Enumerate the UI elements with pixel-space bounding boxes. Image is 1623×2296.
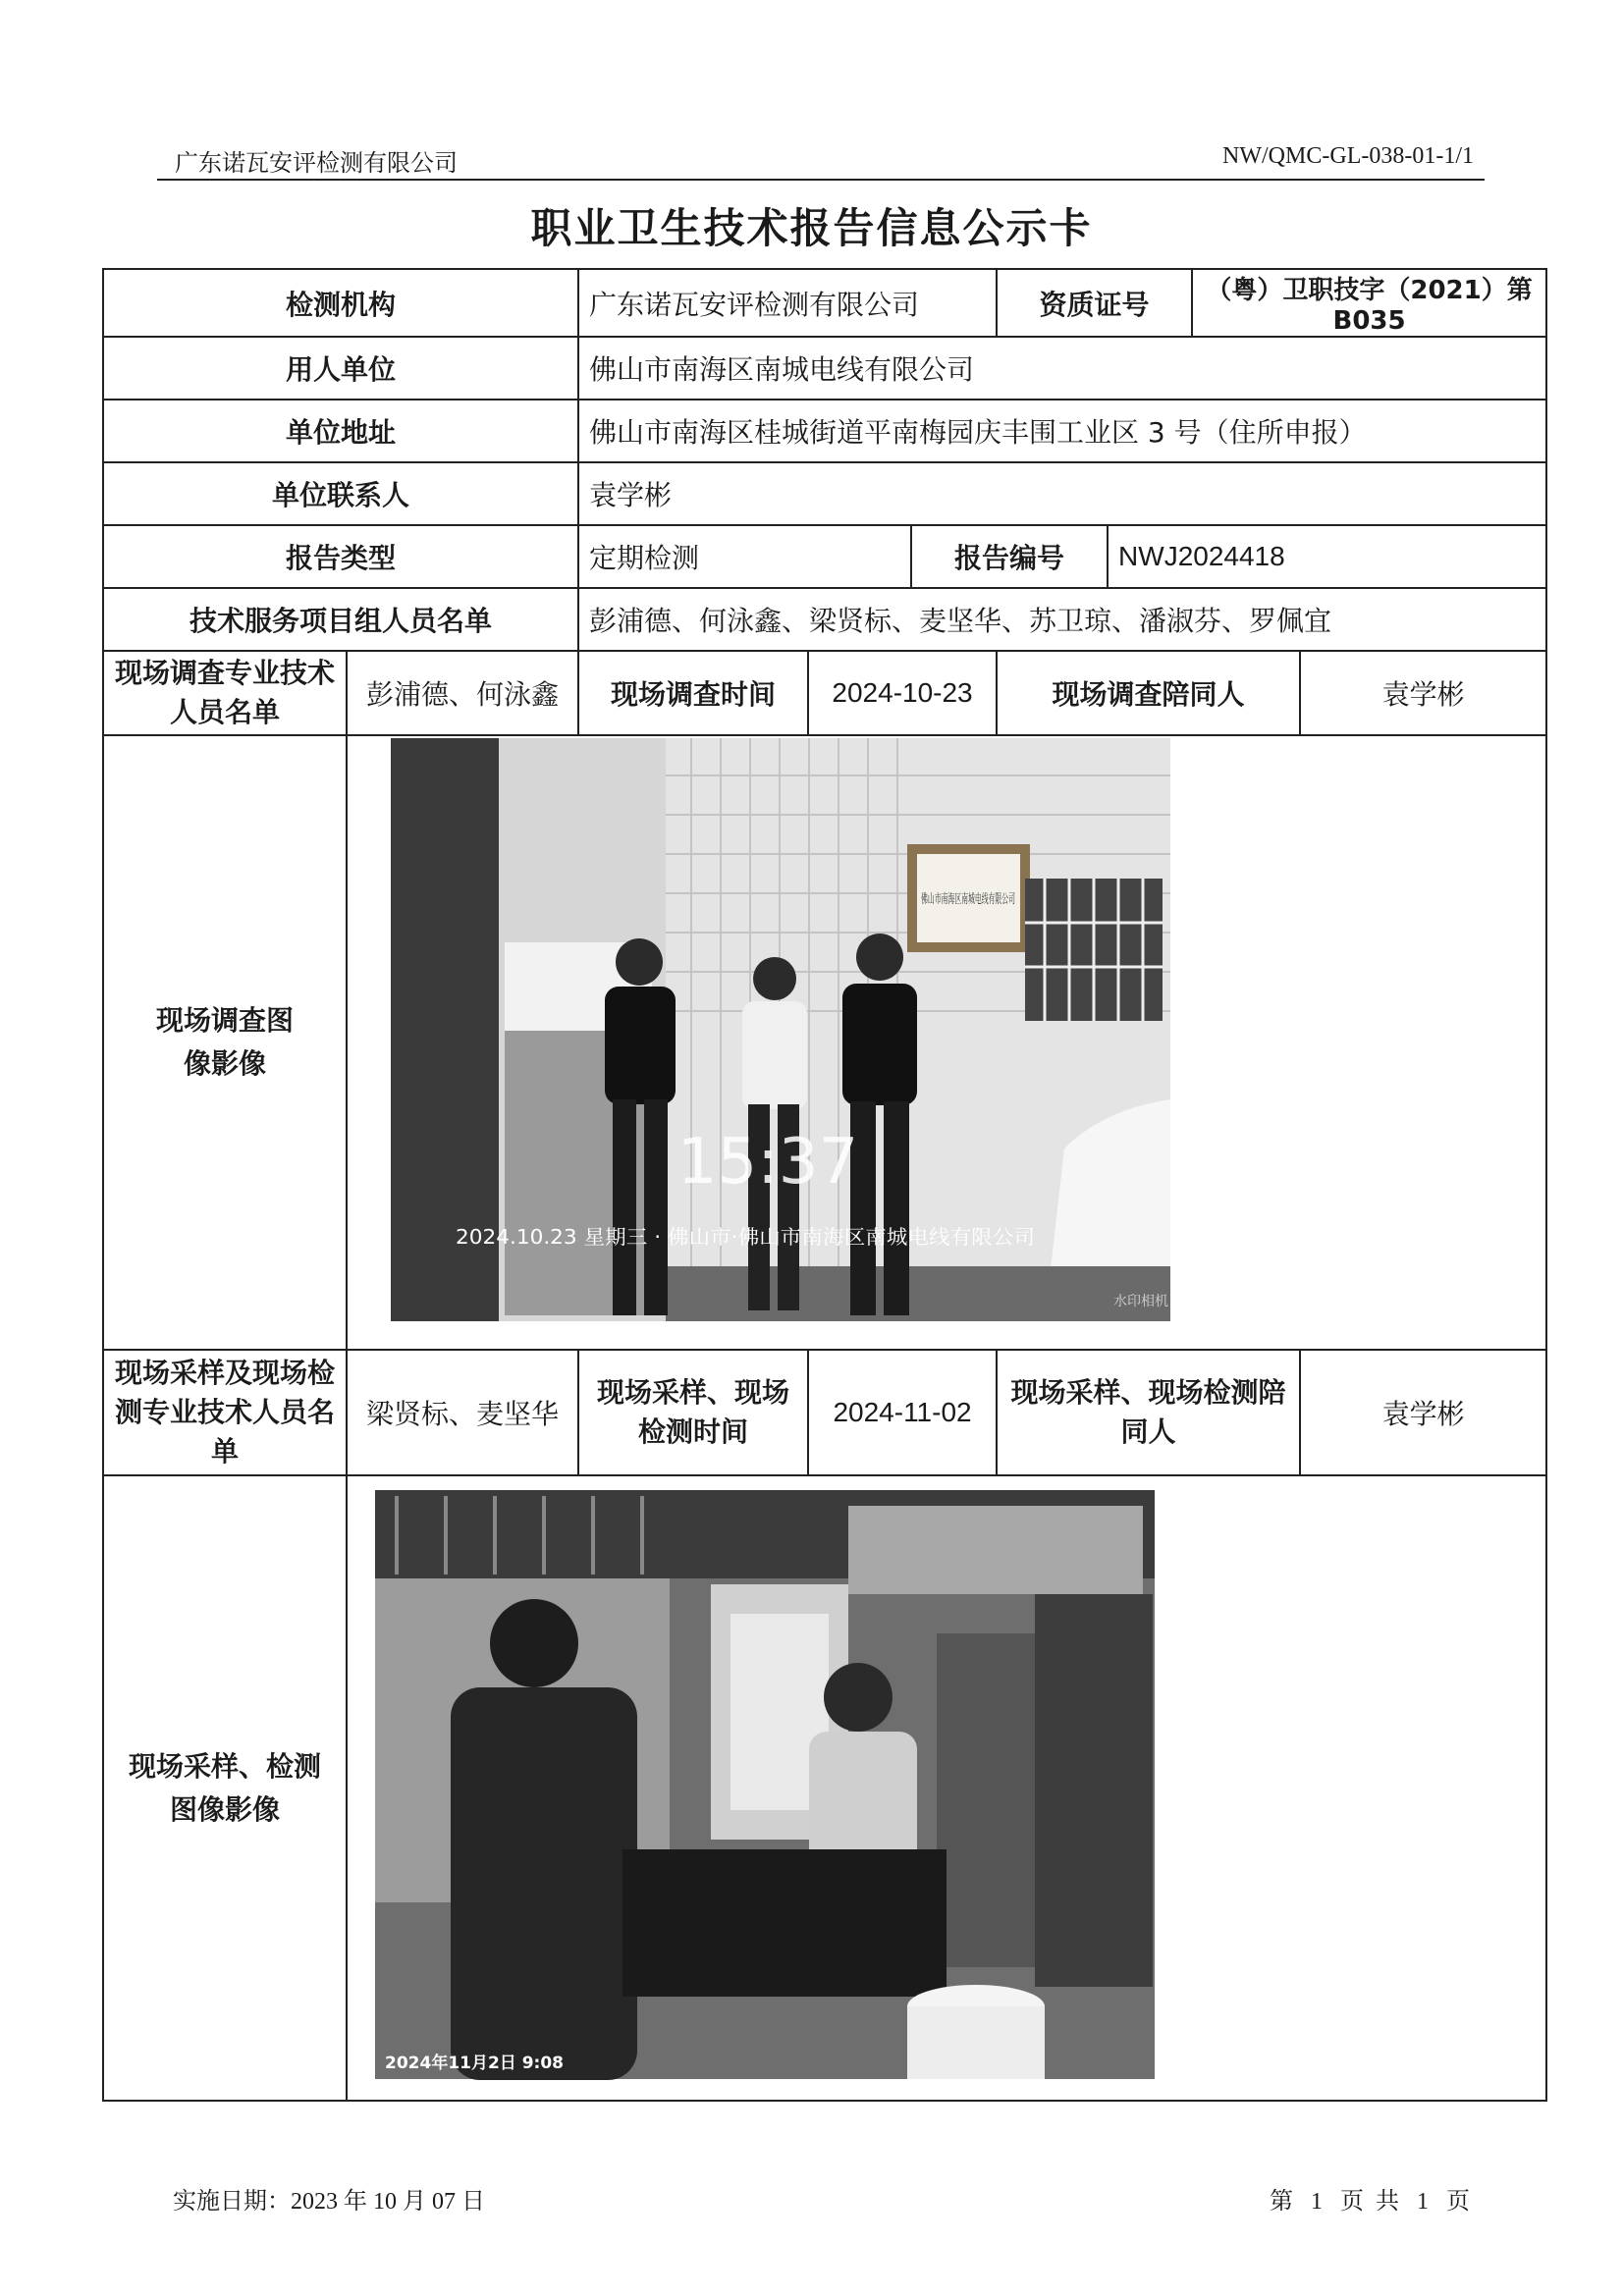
survey-escort-label: 现场调查陪同人 [997,651,1300,735]
footer-effective-date: 实施日期：2023 年 10 月 07 日 [173,2189,485,2215]
institution-value: 广东诺瓦安评检测有限公司 [578,269,997,337]
survey-staff-label: 现场调查专业技术人员名单 [103,651,347,735]
page-title: 职业卫生技术报告信息公示卡 [530,204,1093,252]
header-doc-code: NW/QMC-GL-038-01-1/1 [1222,143,1474,169]
report-no-value: NWJ2024418 [1108,525,1546,588]
footer-pagination [1267,2181,1473,2216]
page-total: 1 [1417,2189,1429,2215]
employer-value: 佛山市南海区南城电线有限公司 [578,337,1546,400]
survey-staff-value: 彭浦德、何泳鑫 [347,651,578,735]
sampling-time-value: 2024-11-02 [808,1350,997,1475]
address-value: 佛山市南海区桂城街道平南梅园庆丰围工业区 3 号（住所申报） [578,400,1546,462]
page-number: 1 [1311,2189,1323,2215]
contact-value: 袁学彬 [578,462,1546,525]
row-contact [103,462,1546,525]
survey-photo-label: 现场调查图像影像 [103,735,347,1350]
survey-photo-cell [347,735,1546,1350]
info-card-table [102,268,1547,2102]
report-no-label: 报告编号 [911,525,1108,588]
sampling-staff-label: 现场采样及现场检测专业技术人员名单 [103,1350,347,1475]
header-company: 广东诺瓦安评检测有限公司 [175,149,458,177]
row-survey [103,651,1546,735]
institution-label: 检测机构 [103,269,578,337]
row-sampling [103,1350,1546,1475]
row-sampling-photo [103,1475,1546,2101]
sampling-escort-value: 袁学彬 [1300,1350,1546,1475]
building-sign-text: 佛山市南海区南城电线有限公司 [921,892,1101,907]
report-type-value: 定期检测 [578,525,911,588]
survey-escort-value: 袁学彬 [1300,651,1546,735]
survey-time-label: 现场调查时间 [578,651,808,735]
address-label: 单位地址 [103,400,578,462]
page-of: 页 共 [1340,2189,1399,2215]
survey-time-value: 2024-10-23 [808,651,997,735]
page-end: 页 [1446,2189,1470,2215]
team-value: 彭浦德、何泳鑫、梁贤标、麦坚华、苏卫琼、潘淑芬、罗佩宜 [578,588,1546,651]
sampling-photo-label: 现场采样、检测图像影像 [103,1475,347,2101]
row-employer [103,337,1546,400]
header-divider [157,179,1485,181]
sampling-escort-label: 现场采样、现场检测陪同人 [997,1350,1300,1475]
team-label: 技术服务项目组人员名单 [103,588,578,651]
row-institution [103,269,1546,337]
page-word: 第 [1270,2189,1293,2215]
sampling-photo-cell [347,1475,1546,2101]
row-report [103,525,1546,588]
survey-photo [357,736,1553,1342]
sampling-time-label: 现场采样、现场检测时间 [578,1350,808,1475]
photo1-watermark: 水印相机 [1113,1294,1168,1309]
row-address [103,400,1546,462]
employer-label: 用人单位 [103,337,578,400]
photo1-time-overlay: 15:37 [676,1126,859,1199]
contact-label: 单位联系人 [103,462,578,525]
sampling-photo [357,1476,1553,2093]
row-survey-photo [103,735,1546,1350]
photo1-caption-overlay: 2024.10.23 星期三 · 佛山市·佛山市南海区南城电线有限公司 [456,1225,1035,1249]
sampling-staff-value: 梁贤标、麦坚华 [347,1350,578,1475]
report-type-label: 报告类型 [103,525,578,588]
row-team [103,588,1546,651]
qualification-value: （粤）卫职技字（2021）第 B035 [1192,269,1546,337]
qualification-label: 资质证号 [997,269,1192,337]
photo2-timestamp: 2024年11月2日 9:08 [385,2054,565,2073]
